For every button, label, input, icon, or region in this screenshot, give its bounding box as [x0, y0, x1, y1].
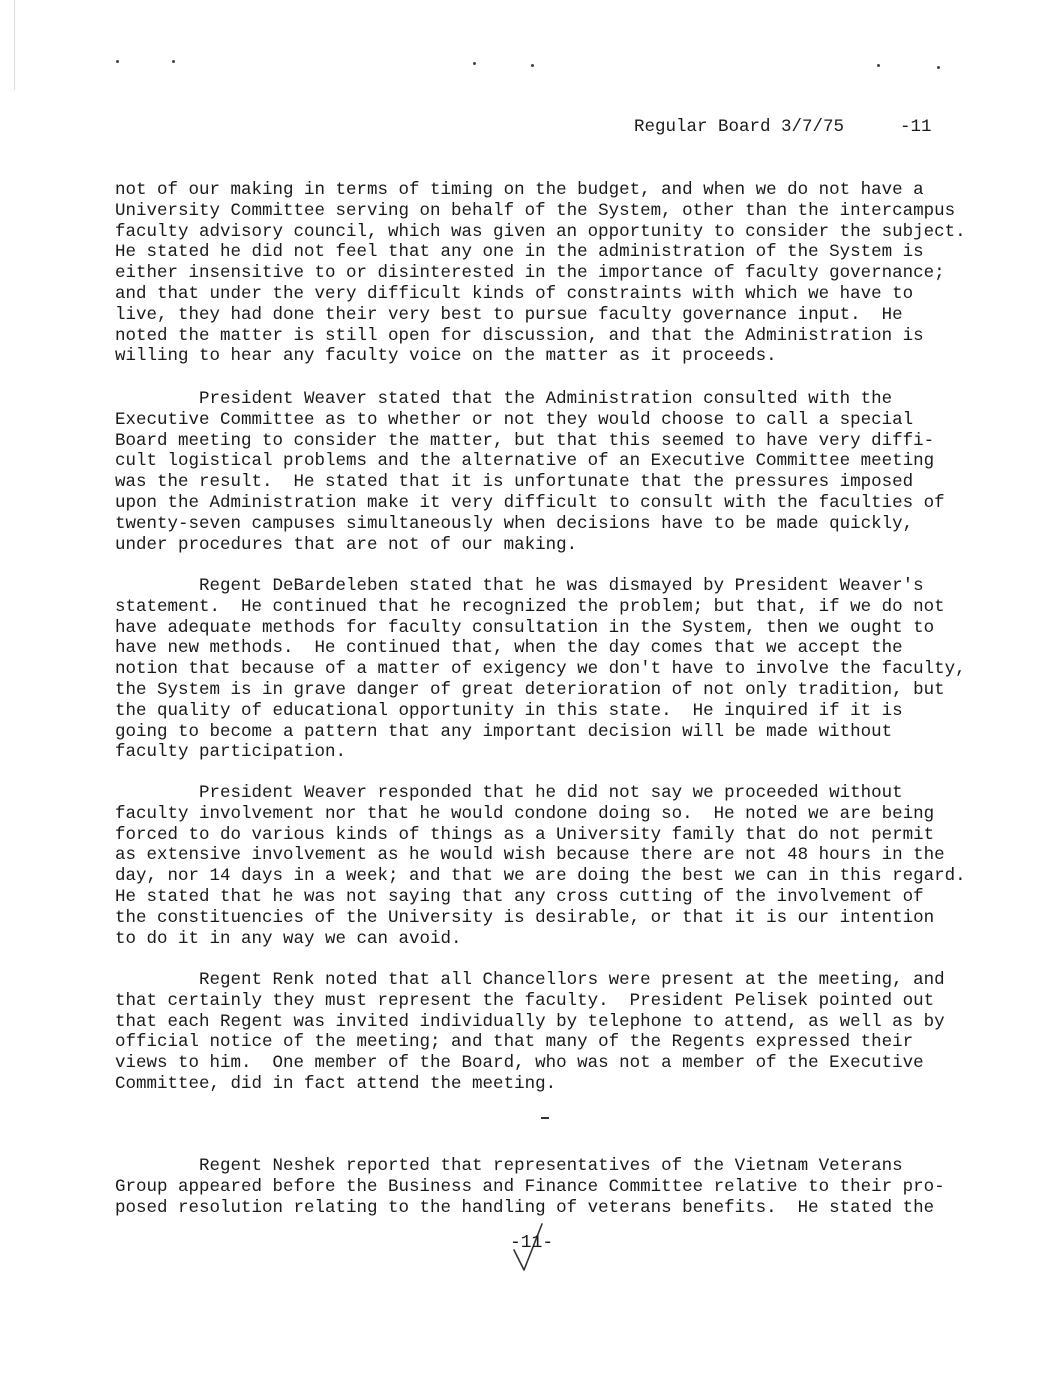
paragraph: President Weaver stated that the Administration consulted with the Executive Committee as to whether or not they would choose to call a special Board meeting to consider the matter, but that this seemed to have very diffi- cult logistical problems and the alternative of an Executive Committee meeting was the result. He stated that it is unfortunate that the pressures imposed upon the Administration make it very difficult to consult with the faculties of twenty-seven campuses simultaneously when decisions have to be made quickly, under procedures that are not of our making.	[115, 389, 945, 555]
paragraph: Regent DeBardeleben stated that he was dismayed by President Weaver's statement. He continued that he recognized the problem; but that, if we do not have adequate methods for faculty consultation in the System, then we ought to have new methods. He continued that, when the day comes that we accept the notion that because of a matter of exigency we don't have to involve the faculty, the System is in grave danger of great deterioration of not only tradition, but the quality of educational opportunity in this state. He inquired if it is going to become a pattern that any important decision will be made without faculty participation.	[115, 576, 966, 763]
running-header-page: -11	[900, 117, 932, 137]
paragraph: not of our making in terms of timing on the budget, and when we do not have a University Committee serving on behalf of the System, other than the intercampus faculty advisory council, which was given an opportunity to consider the subject. He stated he did not feel that any one in the administration of the System is either insensitive to or disinterested in the importance of faculty governance; and that under the very difficult kinds of constraints with which we have to live, they had done their very best to pursue faculty governance input. He noted the matter is still open for discussion, and that the Administration is willing to hear any faculty voice on the matter as it proceeds.	[115, 180, 966, 367]
scan-speck	[473, 62, 476, 65]
page-edge-line	[14, 0, 15, 90]
page-number: -11-	[510, 1233, 554, 1253]
separator-dash	[541, 1117, 549, 1119]
scan-speck	[116, 60, 119, 63]
scan-speck	[877, 64, 880, 67]
running-header-title: Regular Board 3/7/75	[634, 117, 845, 137]
scan-speck	[531, 64, 534, 67]
paragraph: Regent Renk noted that all Chancellors were present at the meeting, and that certainly they must represent the faculty. President Pelisek pointed out that each Regent was invited individually by telephone to attend, as well as by official notice of the meeting; and that many of the Regents expressed their views to him. One member of the Board, who was not a member of the Executive Committee, did in fact attend the meeting.	[115, 970, 945, 1094]
paragraph: Regent Neshek reported that representatives of the Vietnam Veterans Group appeared before the Business and Finance Committee relative to their pro- posed resolution relating to the handling of veterans benefits. He stated the	[115, 1156, 945, 1218]
scan-speck	[172, 60, 175, 63]
scan-speck	[937, 66, 940, 69]
paragraph: President Weaver responded that he did not say we proceeded without faculty involvement nor that he would condone doing so. He noted we are being forced to do various kinds of things as a University family that do not permit as extensive involvement as he would wish because there are not 48 hours in the day, nor 14 days in a week; and that we are doing the best we can in this regard. He stated that he was not saying that any cross cutting of the involvement of the constituencies of the University is desirable, or that it is our intention to do it in any way we can avoid.	[115, 783, 966, 949]
